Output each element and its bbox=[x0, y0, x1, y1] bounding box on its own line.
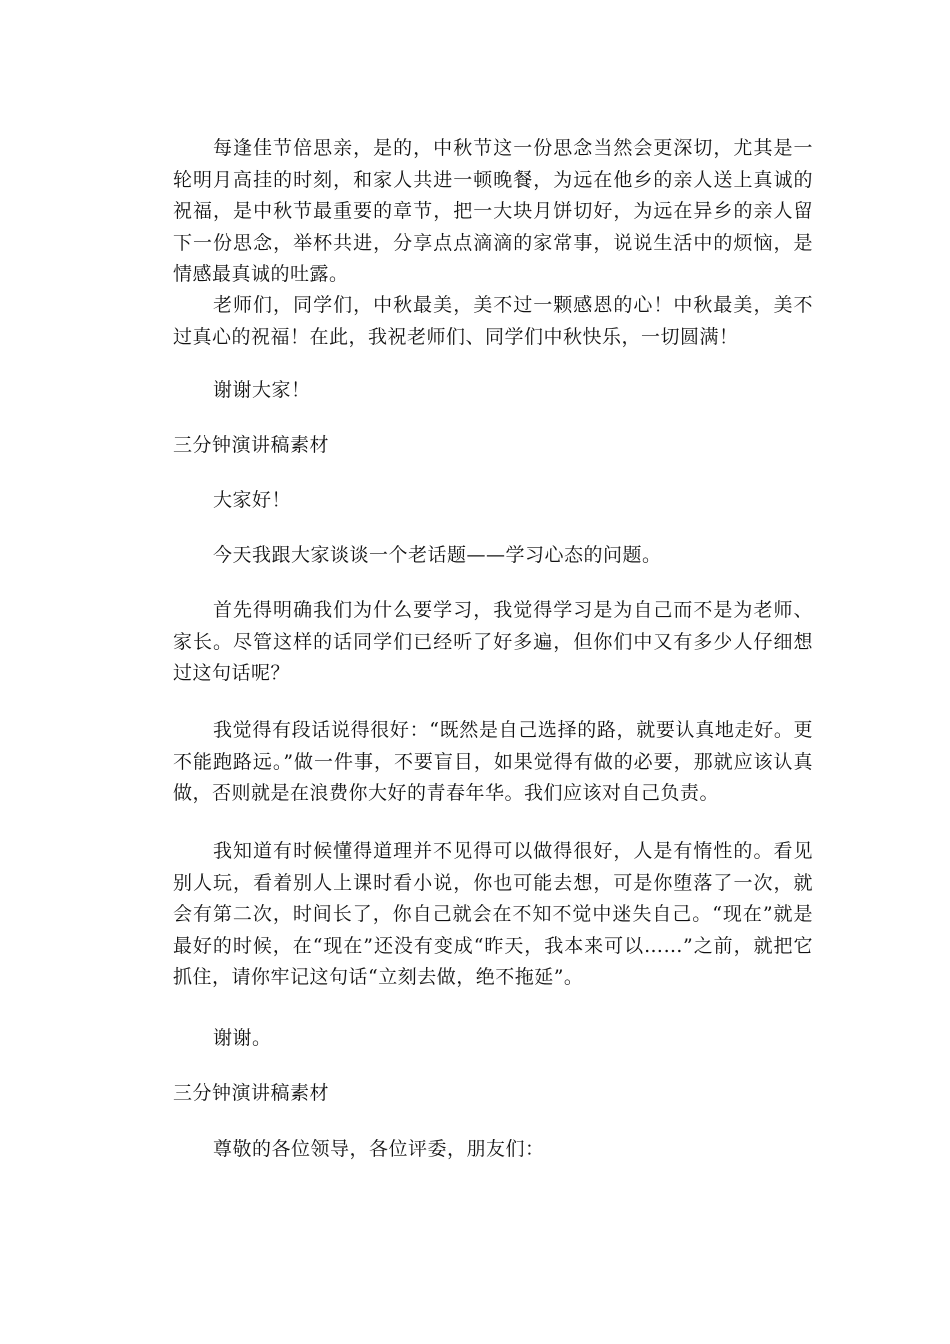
section-heading-speech-material-1: 三分钟演讲稿素材 bbox=[173, 434, 330, 456]
paragraph-choose-path: 我觉得有段话说得很好：“既然是自己选择的路，就要认真地走好。更不能跑路远。”做一件事，不要盲目，如果觉得有做的必要，那就应该认真做，否则就是在浪费你大好的青春年华。我们应该对自己负责。 bbox=[173, 719, 813, 804]
paragraph-topic-intro: 今天我跟大家谈谈一个老话题——学习心态的问题。 bbox=[213, 544, 662, 566]
paragraph-thanks: 谢谢。 bbox=[213, 1027, 272, 1049]
paragraph-mid-autumn-family: 每逢佳节倍思亲，是的，中秋节这一份思念当然会更深切，尤其是一轮明月高挂的时刻，和家人共进一顿晚餐，为远在他乡的亲人送上真诚的祝福，是中秋节最重要的章节，把一大块月饼切好，为远在异乡的亲人留下一份思念，举杯共进，分享点点滴滴的家常事，说说生活中的烦恼，是情感最真诚的吐露。 bbox=[173, 137, 813, 285]
paragraph-act-now: 我知道有时候懂得道理并不见得可以做得很好，人是有惰性的。看见别人玩，看着别人上课时看小说，你也可能去想，可是你堕落了一次，就会有第二次，时间长了，你自己就会在不知不觉中迷失自己。“现在”就是最好的时候，在“现在”还没有变成“昨天，我本来可以……”之前，就把它抓住，请你牢记这句话“立刻去做，绝不拖延”。 bbox=[173, 840, 813, 988]
paragraph-salutation: 尊敬的各位领导，各位评委，朋友们： bbox=[213, 1138, 545, 1160]
paragraph-greeting: 大家好！ bbox=[213, 489, 292, 511]
paragraph-thanks-all: 谢谢大家！ bbox=[213, 379, 311, 401]
paragraph-why-study: 首先得明确我们为什么要学习，我觉得学习是为自己而不是为老师、家长。尽管这样的话同学们已经听了好多遍，但你们中又有多少人仔细想过这句话呢？ bbox=[173, 599, 813, 684]
paragraph-mid-autumn-wishes: 老师们，同学们，中秋最美，美不过一颗感恩的心！中秋最美，美不过真心的祝福！在此，我祝老师们、同学们中秋快乐，一切圆满！ bbox=[173, 294, 813, 348]
section-heading-speech-material-2: 三分钟演讲稿素材 bbox=[173, 1082, 330, 1104]
